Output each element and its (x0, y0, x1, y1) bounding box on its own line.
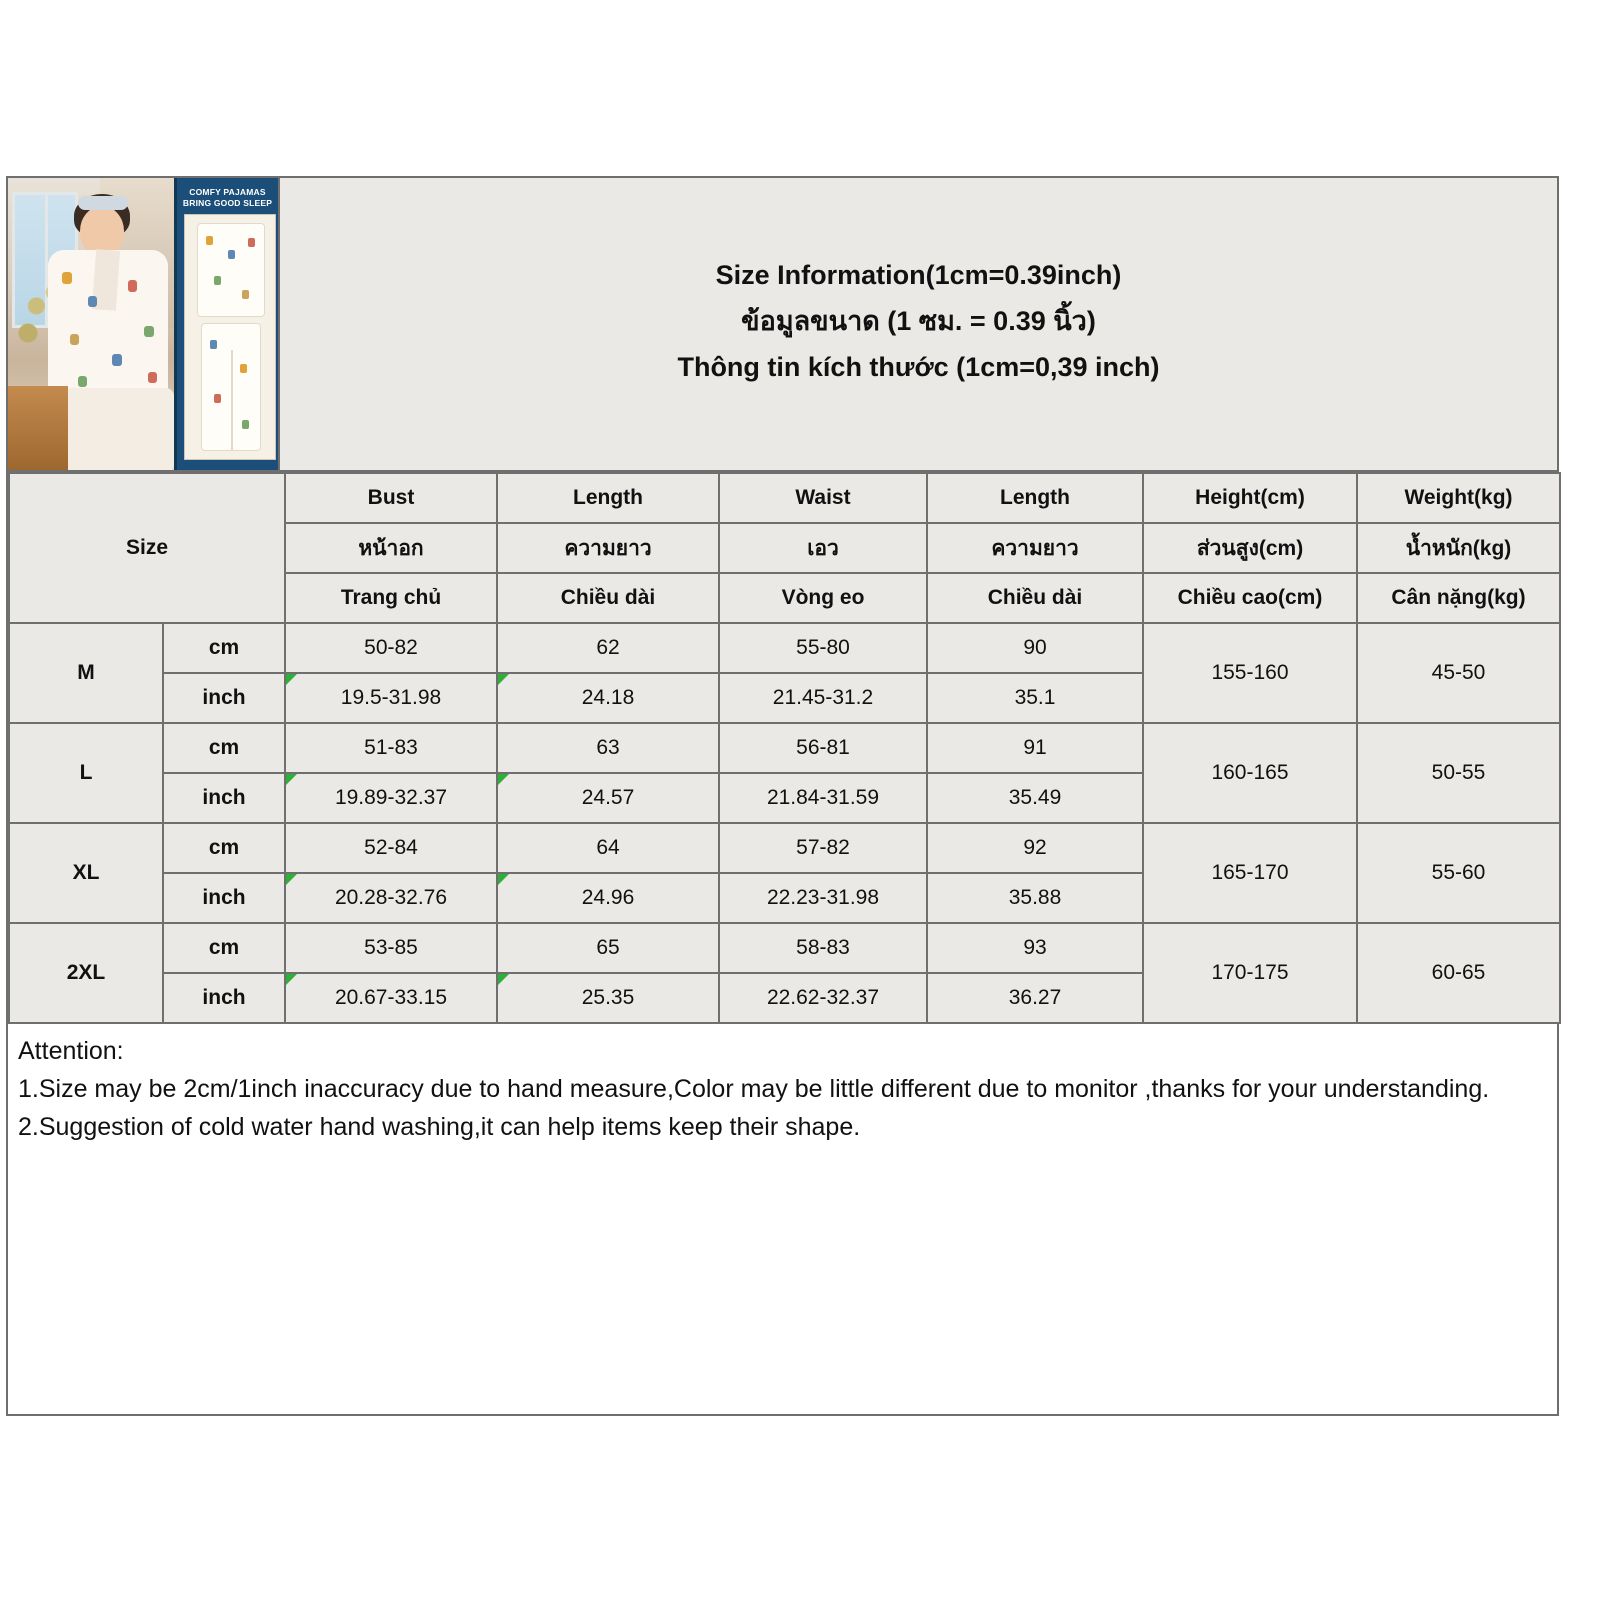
l-inch-waist: 21.84-31.59 (719, 773, 927, 823)
header-waist-en: Waist (719, 473, 927, 523)
xl-inch-length1: 24.96 (497, 873, 719, 923)
table-row (9, 723, 1560, 773)
l-height: 160-165 (1143, 723, 1357, 823)
xl-inch-waist: 22.23-31.98 (719, 873, 927, 923)
m-inch-bust: 19.5-31.98 (285, 673, 497, 723)
m-height: 155-160 (1143, 623, 1357, 723)
row-unit-cm: cm (163, 723, 285, 773)
xl-height: 165-170 (1143, 823, 1357, 923)
size-table (8, 472, 1561, 1024)
l-cm-bust: 51-83 (285, 723, 497, 773)
table-row (9, 623, 1560, 673)
header-waist-vi: Vòng eo (719, 573, 927, 623)
row-unit-cm: cm (163, 623, 285, 673)
flatlay-box (184, 214, 276, 460)
attention-block (8, 1024, 1557, 1146)
2xl-inch-waist: 22.62-32.37 (719, 973, 927, 1023)
pajama-pants (201, 323, 261, 451)
table-header-row-en (9, 473, 1560, 523)
m-cm-bust: 50-82 (285, 623, 497, 673)
header-length2-vi: Chiều dài (927, 573, 1143, 623)
xl-cm-length1: 64 (497, 823, 719, 873)
header-height-en: Height(cm) (1143, 473, 1357, 523)
size-word-cell: Size (9, 473, 285, 623)
photo-badge-line1: COMFY PAJAMAS (189, 187, 266, 197)
2xl-cm-length1: 65 (497, 923, 719, 973)
m-inch-length1: 24.18 (497, 673, 719, 723)
l-cm-length1: 63 (497, 723, 719, 773)
header-weight-vi: Cân nặng(kg) (1357, 573, 1560, 623)
header-height-vi: Chiều cao(cm) (1143, 573, 1357, 623)
row-unit-inch: inch (163, 673, 285, 723)
l-weight: 50-55 (1357, 723, 1560, 823)
model-headband (78, 196, 128, 210)
2xl-weight: 60-65 (1357, 923, 1560, 1023)
model-top (48, 250, 168, 400)
row-unit-inch: inch (163, 973, 285, 1023)
table-row (9, 823, 1560, 873)
title-line-th: ข้อมูลขนาด (1 ซม. = 0.39 นิ้ว) (741, 306, 1096, 336)
xl-cm-length2: 92 (927, 823, 1143, 873)
header-length2-th: ความยาว (927, 523, 1143, 573)
l-inch-length2: 35.49 (927, 773, 1143, 823)
title-line-vi: Thông tin kích thước (1cm=0,39 inch) (677, 352, 1160, 382)
chart-title-block (280, 178, 1557, 472)
m-inch-waist: 21.45-31.2 (719, 673, 927, 723)
row-unit-inch: inch (163, 873, 285, 923)
l-inch-bust: 19.89-32.37 (285, 773, 497, 823)
header-length1-vi: Chiều dài (497, 573, 719, 623)
header-height-th: ส่วนสูง(cm) (1143, 523, 1357, 573)
m-weight: 45-50 (1357, 623, 1560, 723)
header-bust-en: Bust (285, 473, 497, 523)
attention-heading: Attention: (18, 1037, 124, 1065)
product-photo (8, 178, 280, 472)
xl-cm-waist: 57-82 (719, 823, 927, 873)
xl-cm-bust: 52-84 (285, 823, 497, 873)
2xl-cm-bust: 53-85 (285, 923, 497, 973)
2xl-inch-length2: 36.27 (927, 973, 1143, 1023)
attention-line-2: 2.Suggestion of cold water hand washing,it can help items keep their shape. (18, 1113, 861, 1141)
photo-badge (182, 187, 273, 209)
m-cm-waist: 55-80 (719, 623, 927, 673)
row-unit-cm: cm (163, 923, 285, 973)
header-waist-th: เอว (719, 523, 927, 573)
m-inch-length2: 35.1 (927, 673, 1143, 723)
attention-line-1: 1.Size may be 2cm/1inch inaccuracy due to hand measure,Color may be little different due to monitor ,thanks for your understanding. (18, 1075, 1490, 1103)
xl-inch-bust: 20.28-32.76 (285, 873, 497, 923)
m-cm-length1: 62 (497, 623, 719, 673)
row-size-l: L (9, 723, 163, 823)
row-size-xl: XL (9, 823, 163, 923)
l-cm-length2: 91 (927, 723, 1143, 773)
row-unit-inch: inch (163, 773, 285, 823)
2xl-inch-bust: 20.67-33.15 (285, 973, 497, 1023)
2xl-cm-waist: 58-83 (719, 923, 927, 973)
chart-header-area (8, 178, 1557, 472)
header-weight-th: น้ำหนัก(kg) (1357, 523, 1560, 573)
header-bust-th: หน้าอก (285, 523, 497, 573)
product-flatlay (174, 178, 278, 472)
2xl-inch-length1: 25.35 (497, 973, 719, 1023)
title-line-en: Size Information(1cm=0.39inch) (715, 260, 1122, 290)
model-head (80, 206, 124, 256)
header-weight-en: Weight(kg) (1357, 473, 1560, 523)
xl-inch-length2: 35.88 (927, 873, 1143, 923)
table-decor (8, 386, 68, 472)
header-length2-en: Length (927, 473, 1143, 523)
2xl-height: 170-175 (1143, 923, 1357, 1023)
m-cm-length2: 90 (927, 623, 1143, 673)
header-length1-th: ความยาว (497, 523, 719, 573)
row-unit-cm: cm (163, 823, 285, 873)
row-size-2xl: 2XL (9, 923, 163, 1023)
row-size-m: M (9, 623, 163, 723)
l-cm-waist: 56-81 (719, 723, 927, 773)
pajama-top (197, 223, 265, 317)
header-bust-vi: Trang chủ (285, 573, 497, 623)
xl-weight: 55-60 (1357, 823, 1560, 923)
model-photo (8, 178, 176, 472)
table-row (9, 923, 1560, 973)
photo-badge-line2: BRING GOOD SLEEP (182, 198, 273, 208)
size-chart-card (6, 176, 1559, 1416)
l-inch-length1: 24.57 (497, 773, 719, 823)
2xl-cm-length2: 93 (927, 923, 1143, 973)
header-length1-en: Length (497, 473, 719, 523)
